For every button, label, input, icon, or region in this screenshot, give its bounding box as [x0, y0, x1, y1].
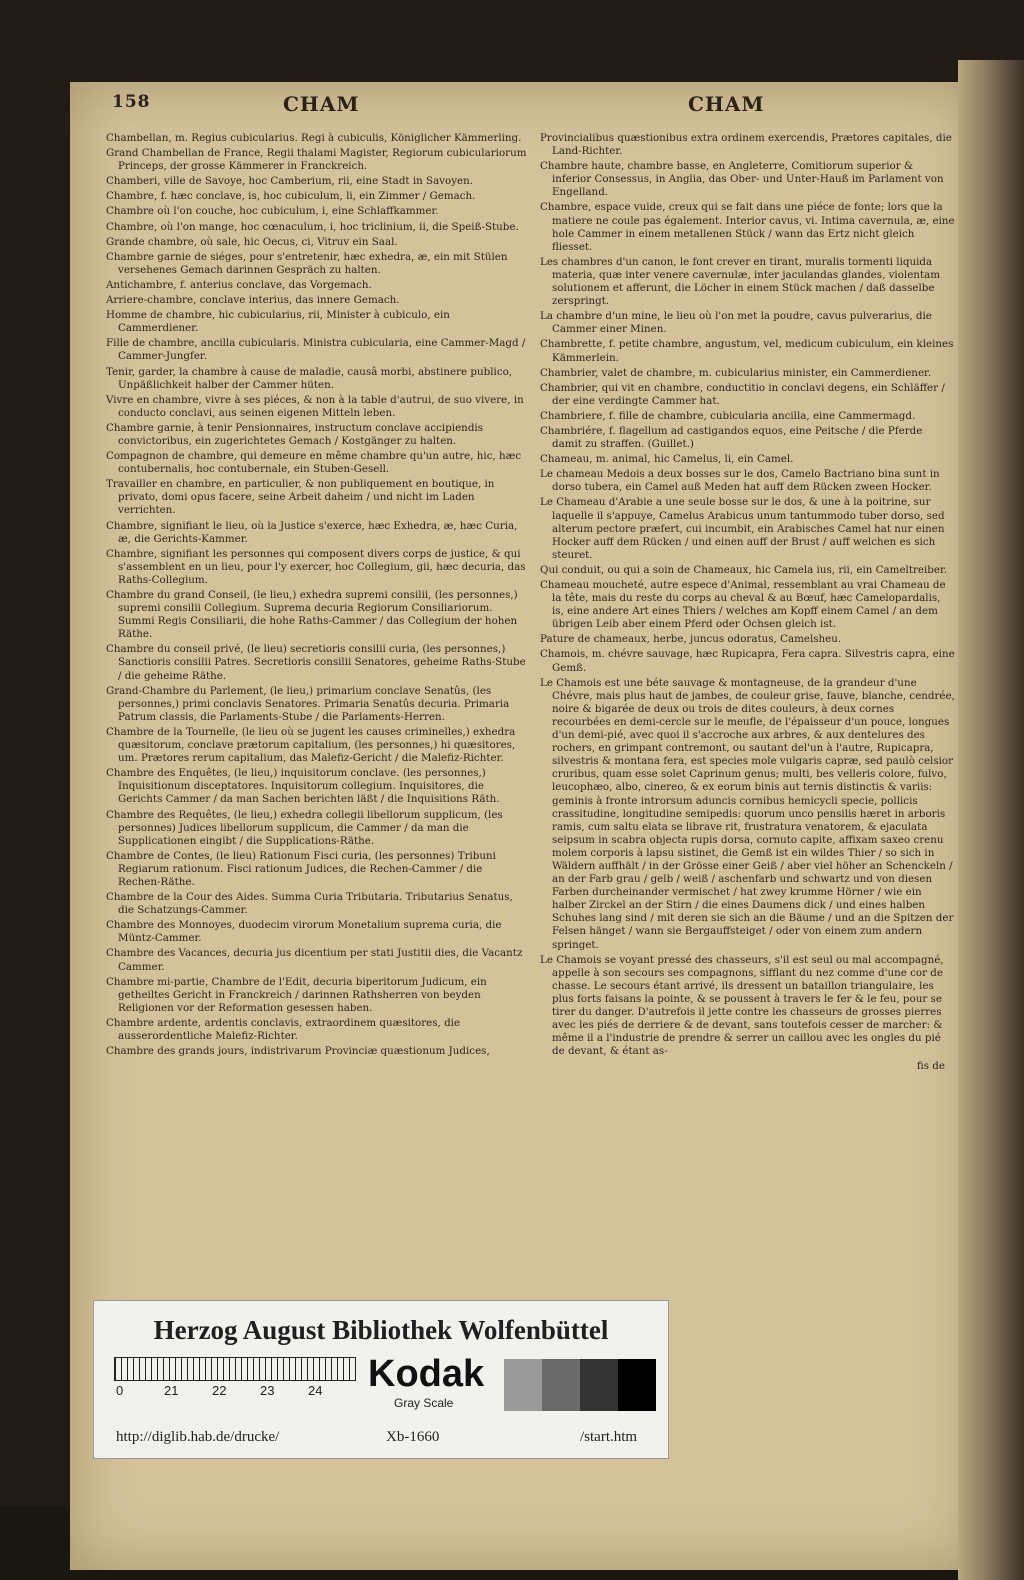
right-running-head: CHAM [688, 92, 765, 116]
url-prefix: http://diglib.hab.de/drucke/ [116, 1429, 280, 1445]
dictionary-entry: Homme de chambre, hic cubicularius, rii, Minister à cubiculo, ein Cammerdiener. [106, 309, 450, 335]
dictionary-entry: Chambre ardente, ardentis conclavis, extraordinem quæsitores, die ausserordentliche Malefiz-Richter. [106, 1016, 461, 1042]
dictionary-entry: Chambre mi-partie, Chambre de l'Edit, decuria biperitorum Judicum, ein getheiltes Gericht in Franckreich / darinnen Rathsherren von beyden Religionen vor der Reformation gesessen haben. [106, 975, 487, 1014]
dictionary-entry: Le Chameau d'Arabie a une seule bosse sur le dos, & une à la poitrine, sur laquelle il s'appuye, Camelus Arabicus unum tantummodo tuber dorso, sed alterum pectore præfert, cui incumbit, ein Arabisches Camel hat nur einen Hocker auff dem Rücken / und einen auff der Brust / auff welchen es sich steuret. [540, 496, 945, 561]
dictionary-entry: Fille de chambre, ancilla cubicularis. Ministra cubicularia, eine Cammer-Magd / Cammer-Jungfer. [106, 337, 526, 363]
dictionary-entry: Pature de chameaux, herbe, juncus odoratus, Camelsheu. [540, 633, 842, 646]
dictionary-entry: Chambre du grand Conseil, (le lieu,) exhedra supremi consilii, (les personnes,) supremi consilii Collegium. Suprema decuria Regiorum Consiliariorum. Summi Regis Consiliarii, die hohe Raths-Cammer / das Collegium der hohen Räthe. [106, 589, 518, 641]
dictionary-entry: fis de [916, 1060, 945, 1073]
dictionary-entry: Chambre, signifiant les personnes qui composent divers corps de justice, & qui s'assemblent en un lieu, pour l'y exercer, hoc Collegium, gii, hæc decuria, das Raths-Collegium. [106, 547, 526, 586]
dictionary-entry: Chamois, m. chévre sauvage, hæc Rupicapra, Fera capra. Silvestris capra, eine Gemß. [540, 648, 955, 674]
dictionary-entry: Provincialibus quæstionibus extra ordinem exercendis, Prætores capitales, die Land-Richter. [540, 132, 952, 158]
dictionary-entry: Grand-Chambre du Parlement, (le lieu,) primarium conclave Senatûs, (les personnes,) primi conclavis Senatores. Primaria Senatûs decuria. Primaria Patrum classis, die Parlaments-Stube / die Parlaments-Herren. [106, 684, 510, 723]
dictionary-entry: Chambre, f. hæc conclave, is, hoc cubiculum, li, ein Zimmer / Gemach. [106, 190, 476, 203]
dictionary-entry: Chambrette, f. petite chambre, angustum, vel, medicum cubiculum, ein kleines Kämmerlein. [540, 338, 954, 364]
dictionary-entry: Grand Chambellan de France, Regii thalami Magister, Regiorum cubiculariorum Princeps, der grosse Kämmerer in Franckreich. [106, 147, 527, 173]
library-name: Herzog August Bibliothek Wolfenbüttel [153, 1315, 609, 1345]
dictionary-entry: Compagnon de chambre, qui demeure en même chambre qu'un autre, hic, hæc contubernalis, hoc contubernale, ein Stuben-Gesell. [106, 450, 522, 476]
dictionary-entry: La chambre d'un mine, le lieu où l'on met la poudre, cavus pulverarius, die Cammer einer Minen. [540, 310, 932, 336]
dictionary-entry: Chambre des Vacances, decuria jus dicentium per stati Justitii dies, die Vacantz Cammer. [106, 947, 523, 973]
dictionary-entry: Chambriere, f. fille de chambre, cubicularia ancilla, eine Cammermagd. [540, 409, 916, 422]
dictionary-entry: Chambrier, valet de chambre, m. cubicularius minister, ein Cammerdiener. [540, 366, 932, 379]
dictionary-entry: Chambre garnie, à tenir Pensionnaires, instructum conclave accipiendis convictoribus, ein zugerichtetes Gemach / Kostgänger zu halten. [106, 421, 483, 447]
url-suffix: /start.htm [580, 1429, 638, 1445]
ruler-number: 22 [212, 1383, 227, 1398]
ruler-number: 0 [116, 1383, 124, 1398]
dictionary-entry: Chambrier, qui vit en chambre, conductitio in conclavi degens, ein Schläffer / der eine verdingte Cammer hat. [540, 381, 945, 407]
dictionary-entry: Chameau moucheté, autre espece d'Animal, ressemblant au vrai Chameau de la tête, mais du reste du corps au cheval & au Bœuf, hæc Camelopardalis, is, eine andere Art eines Thiers / welches am Kopff einem Camel / an dem übrigen Leib aber einem Pferd oder Ochsen gleich ist. [540, 579, 946, 631]
dictionary-entry: Chambre où l'on couche, hoc cubiculum, i, eine Schlaffkammer. [106, 205, 439, 218]
gray-scale-caption: Gray Scale [394, 1396, 454, 1410]
dictionary-entry: Chambre de la Tournelle, (le lieu où se jugent les causes criminelles,) exhedra quæsitorum, conclave prætorum capitalium, (les personnes,) hi quæsitores, um. Prætores rerum capitalium, das Malefiz-Gericht / die Malefiz-Richter. [106, 725, 516, 765]
dictionary-entry: Chamberi, ville de Savoye, hoc Camberium, rii, eine Stadt in Savoyen. [106, 175, 474, 188]
dictionary-entry: Chambre des Requêtes, (le lieu,) exhedra collegii libellorum supplicum, (les personnes) Judices libellorum supplicum, die Cammer / da man die Supplicationen eingibt / die Supplications-Räthe. [106, 808, 503, 847]
dictionary-entry: Chambre du conseil privé, (le lieu) secretioris consilii curia, (les personnes,) Sanctioris consilii Patres. Secretioris consilii Senatores, geheime Raths-Stube / die geheime Räthe. [106, 643, 526, 682]
dictionary-entry: Antichambre, f. anterius conclave, das Vorgemach. [106, 278, 372, 291]
dictionary-entry: Le Chamois est une béte sauvage & montagneuse, de la grandeur d'une Chévre, mais plus haut de jambes, de couleur grise, fauve, blanche, cendrée, noire & bigarée de deux ou trois de dites couleurs, à deux cornes recourbées en demi-cercle sur le meufle, de l'épaisseur d'un pouce, longues d'un demi-pié, avec quoi il s'accroche aux arbres, & aux dentelures des rochers, en grimpant contremont, ou sautant del'un à l'autre, Rupicapra, silvestris & montana fera, est species mole vulgaris capræ, sed paulò celsior cruribus, quam esse solet Caprinum genus; multi, bes velleris colore, fulvo, leucophæo, albo, cinereo, & ex eorum binis aut ternis distinctis & variis: geminis à fronte introrsum aduncis cornibus hemicycli specie, pollicis crassitudine, longitudine semipedis: quorum unco pensilis hæret in arboris ramis, cum saltu elata se librave rit, frustratura venatorem, & ejaculata seipsum in scabra objecta rupis dorsa, cornuto capite, affixam saxeo crenu molem corporis à lapsu sistinet, die Gemß ist ein wildes Thier / so sich in Wäldern auffhält / in der Grösse einer Geiß / aber viel höher an Schenckeln / an der Farb grau / gelb / weiß / aschenfarb und schwartz und von diesen Farben durcheinander vermischet / hat zwey krumme Hörner / wie ein halber Zirckel an der Stirn / die eines Daumens dick / und eines halben Schuhes lang sind / mit deren sie sich an die Bäume / und an die Spitzen der Felsen hänget / wann sie Bergauffsteiget / oder von einem zum andern springet. [540, 676, 955, 951]
dictionary-entry: Le chameau Medois a deux bosses sur le dos, Camelo Bactriano bina sunt in dorso tubera, ein Camel auß Meden hat auff dem Rücken zween Hocker. [540, 468, 940, 494]
dictionary-entry: Travailler en chambre, en particulier, & non publiquement en boutique, in privato, domi opus facere, seine Arbeit daheim / und nicht im Laden verrichten. [106, 478, 495, 517]
right-column [540, 132, 955, 1073]
left-column [106, 132, 528, 1060]
dictionary-entry: Chambre, espace vuide, creux qui se fait dans une piéce de fonte; lors que la matiere ne coule pas également. Interior cavus, vi. Intima cavernula, æ, eine hole Cammer in einem metallenen Stück / wann das Ertz nicht gleich fliesset. [540, 201, 955, 253]
page-number: 158 [112, 92, 151, 112]
kodak-logo: Kodak [368, 1353, 485, 1395]
library-label [93, 1300, 669, 1459]
dictionary-entry: Chambre, signifiant le lieu, où la Justice s'exerce, hæc Exhedra, æ, hæc Curia, æ, die Gerichts-Kammer. [106, 519, 518, 545]
dictionary-entry: Chambre, où l'on mange, hoc cœnaculum, i, hoc triclinium, ii, die Speiß-Stube. [106, 220, 519, 233]
ruler-number: 24 [308, 1383, 323, 1398]
dictionary-entry: Chambre haute, chambre basse, en Angleterre, Comitiorum superior & inferior Consessus, in Anglia, das Ober- und Unter-Hauß im Parlament von Engelland. [540, 160, 944, 199]
dictionary-entry: Chambre de la Cour des Aides. Summa Curia Tributaria. Tributarius Senatus, die Schatzungs-Cammer. [106, 891, 513, 917]
ruler-number: 21 [164, 1383, 179, 1398]
dictionary-entry: Chambre des Monnoyes, duodecim virorum Monetalium suprema curia, die Müntz-Cammer. [106, 919, 502, 945]
ruler-number: 23 [260, 1383, 275, 1398]
dictionary-entry: Chameau, m. animal, hic Camelus, li, ein Camel. [540, 453, 794, 466]
dictionary-entry: Vivre en chambre, vivre à ses piéces, & non à la table d'autrui, de suo vivere, in conducto conclavi, aus seinen eigenen Mitteln leben. [106, 393, 524, 419]
dictionary-entry: Arriere-chambre, conclave interius, das innere Gemach. [106, 294, 400, 307]
left-running-head: CHAM [283, 92, 360, 116]
dictionary-entry: Chambre garnie de siéges, pour s'entretenir, hæc exhedra, æ, ein mit Stülen versehenes Gemach darinnen Gespräch zu halten. [106, 250, 508, 276]
dictionary-entry: Les chambres d'un canon, le font crever en tirant, muralis tormenti liquida materia, quæ inter venere cavernulæ, inter jaculandas glandes, violentam solutionem et afferunt, die Löcher in einem Stück machen / daß dasselbe zerspringt. [540, 255, 940, 308]
measurement-ruler [114, 1357, 356, 1381]
gray-scale-swatches [504, 1359, 656, 1411]
dictionary-entry: Tenir, garder, la chambre à cause de maladie, causâ morbi, abstinere publico, Unpäßlichkeit halber der Cammer hüten. [106, 365, 513, 391]
shelfmark: Xb-1660 [386, 1429, 440, 1445]
dictionary-entry: Chambre des Enquêtes, (le lieu,) inquisitorum conclave. (les personnes,) Inquisitionum disceptatores. Inquisitorum collegium. Inquisitores, die Gerichts Cammer / da man Sachen berichten läßt / die Inquisitions Räth. [106, 767, 500, 806]
dictionary-entry: Le Chamois se voyant pressé des chasseurs, s'il est seul ou mal accompagné, appelle à son secours ses compagnons, sifflant du nez comme d'une cor de chasse. Le secours étant arrivé, ils dressent un bataillon triangulaire, les plus forts faisans la pointe, & se poussent à travers le fer & le feu, pour se tirer du danger. D'autrefois il jette contre les chasseurs de grosses pierres avec les piés de derriere & de devant, sans toutefois cesser de marcher: & même il a l'industrie de prendre & serrer un caillou avec les ongles du pié de devant, & étant as- [540, 953, 944, 1058]
dictionary-entry: Grande chambre, où sale, hic Oecus, ci, Vitruv ein Saal. [106, 235, 398, 248]
dictionary-entry: Qui conduit, ou qui a soin de Chameaux, hic Camela ius, rii, ein Cameltreiber. [540, 563, 948, 576]
dictionary-entry: Chambre des grands jours, indistrivarum Provinciæ quæstionum Judices, [106, 1045, 490, 1058]
dictionary-entry: Chambriére, f. flagellum ad castigandos equos, eine Peitsche / die Pferde damit zu straffen. (Guillet.) [540, 424, 923, 451]
page-fold-shadow [958, 60, 1024, 1580]
dictionary-entry: Chambre de Contes, (le lieu) Rationum Fisci curia, (les personnes) Tribuni Regiarum rationum. Fisci rationum Judices, die Rechen-Cammer / die Rechen-Räthe. [106, 849, 496, 888]
dictionary-entry: Chambellan, m. Regius cubicularius. Regi à cubiculis, Königlicher Kämmerling. [106, 132, 522, 144]
